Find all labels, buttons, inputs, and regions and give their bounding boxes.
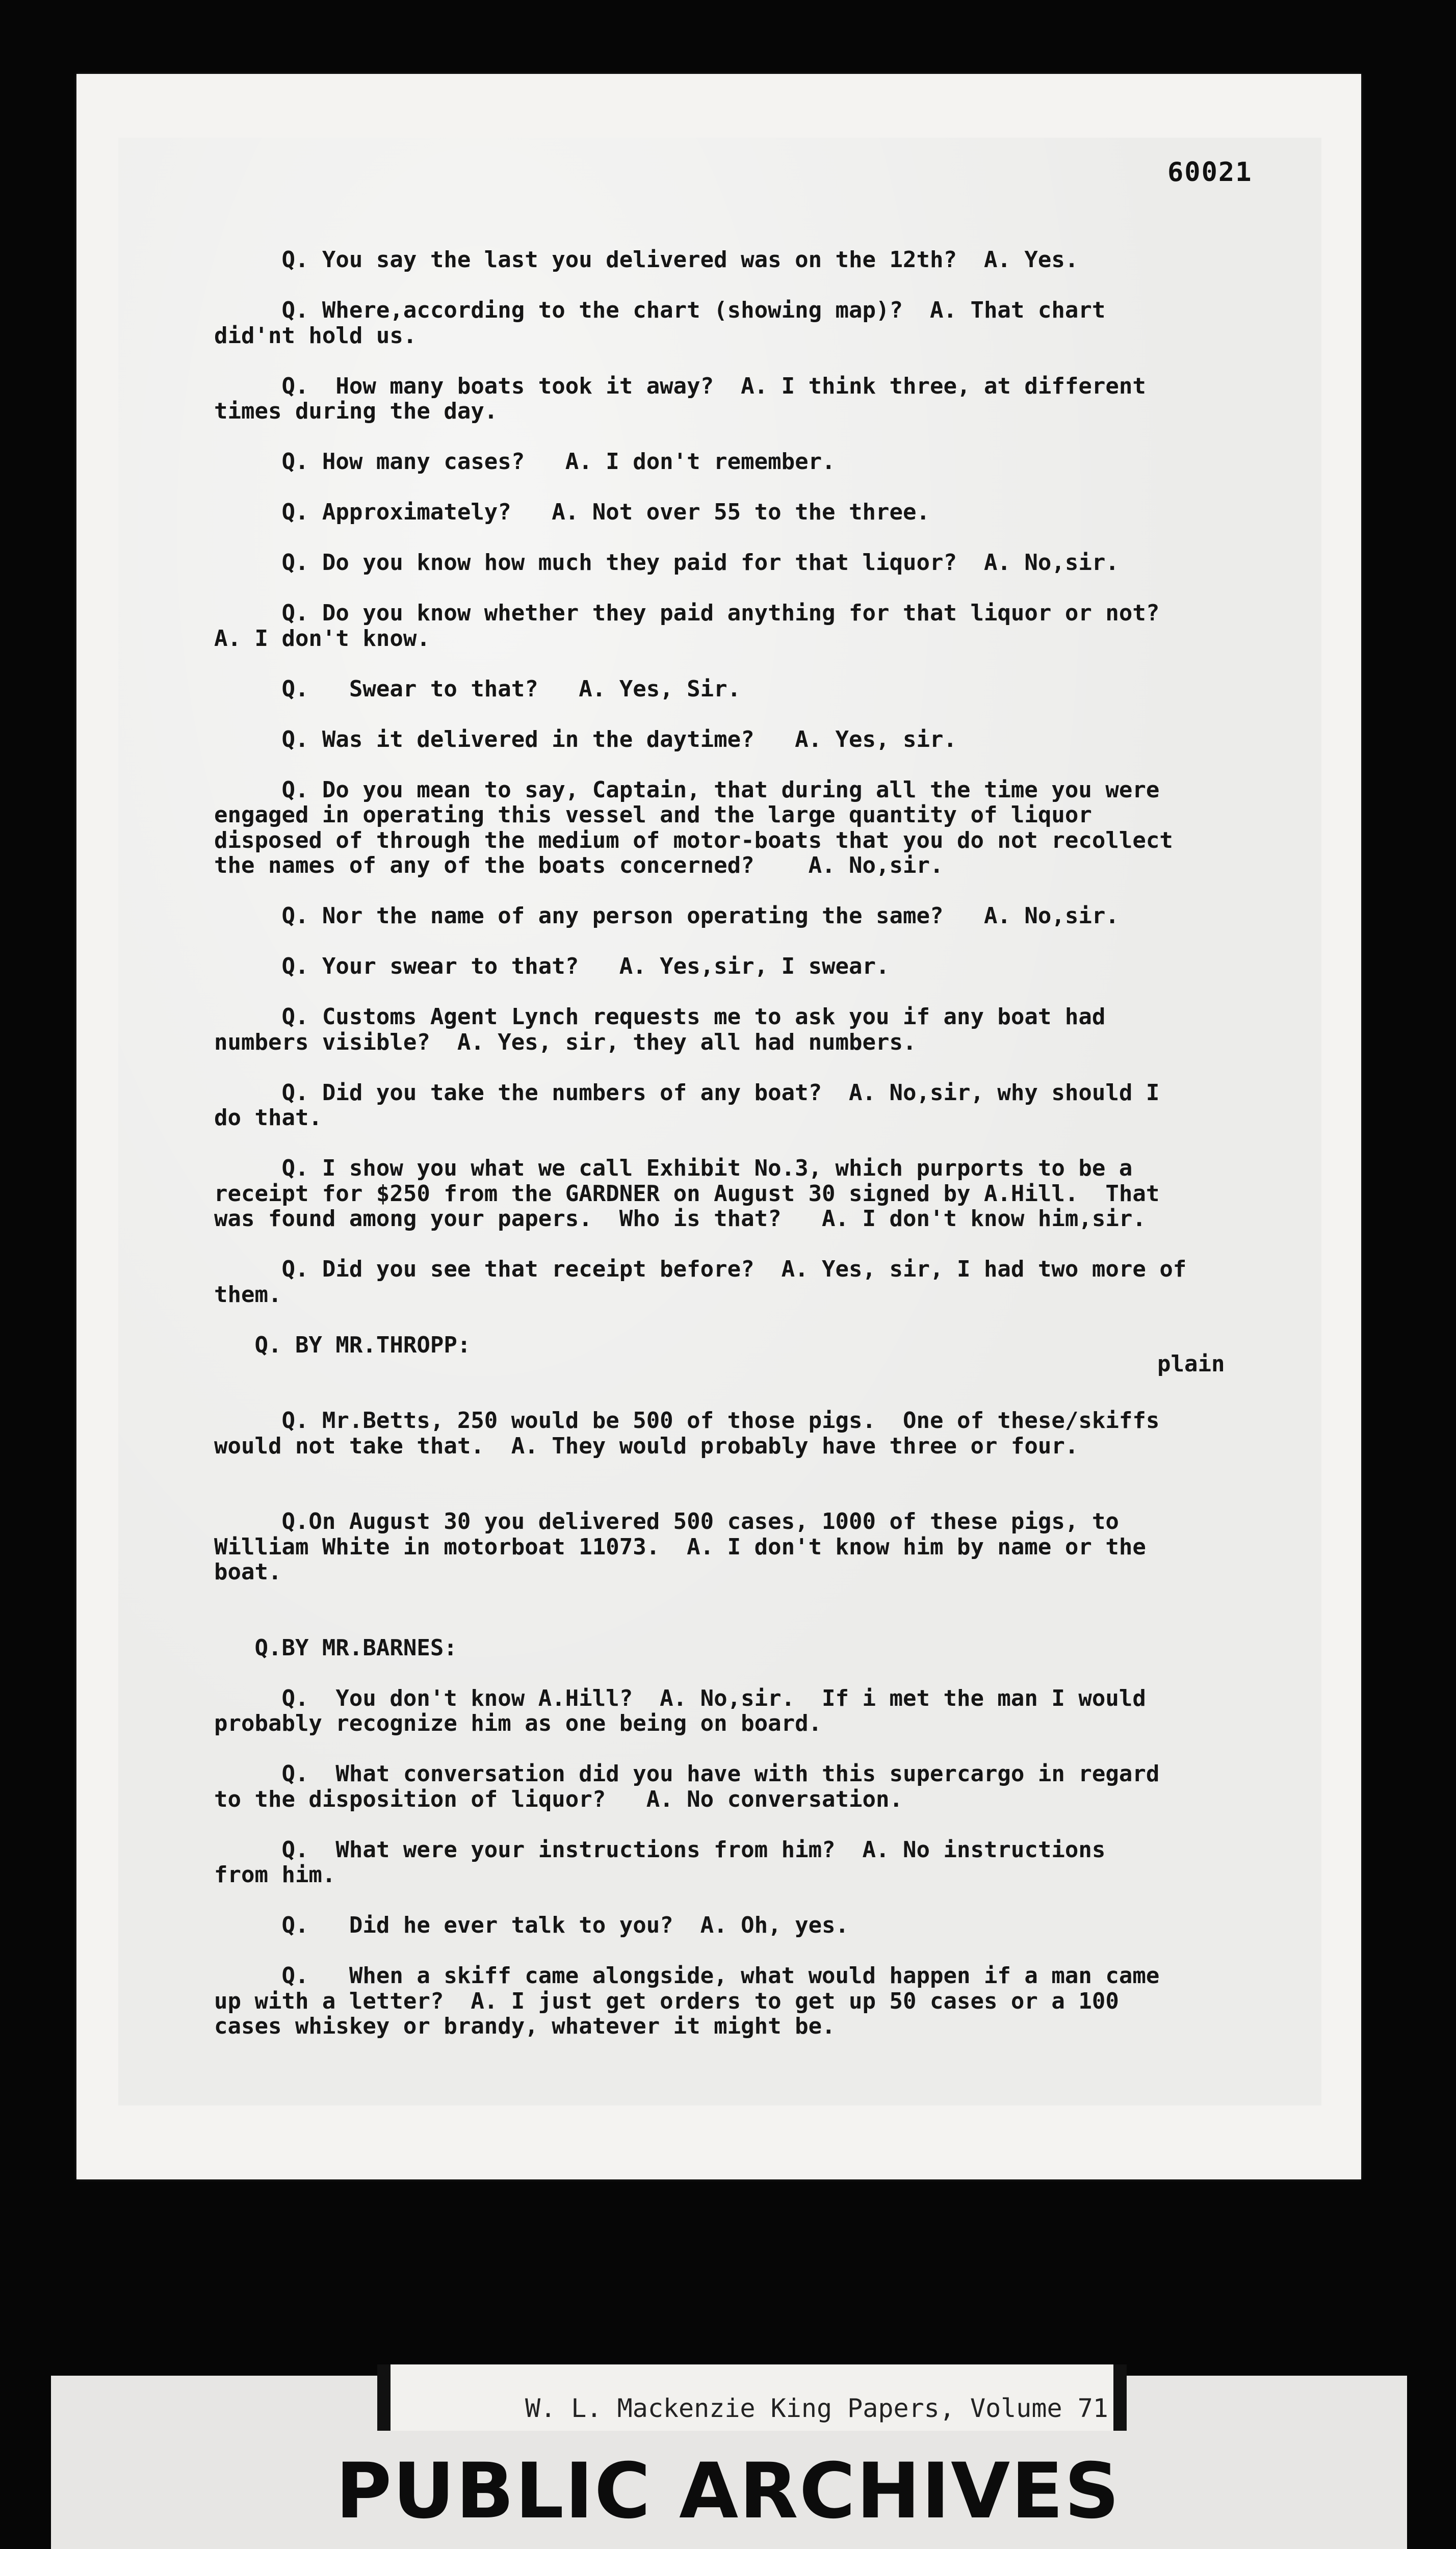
transcript-line: Q. When a skiff came alongside, what would happen if a man came [214, 1963, 1160, 1989]
transcript-line: would not take that. A. They would probably have three or four. [214, 1433, 1079, 1459]
transcript-line: Q. How many cases? A. I don't remember. [214, 449, 836, 475]
transcript-line: Q. How many boats took it away? A. I think three, at different [214, 373, 1146, 399]
transcript-line: Q. Nor the name of any person operating the same? A. No,sir. [214, 903, 1119, 929]
transcript-line: do that. [214, 1105, 322, 1131]
archive-name-english: PUBLIC ARCHIVES [335, 2447, 1121, 2536]
transcript-line: Q. Do you mean to say, Captain, that during all the time you were [214, 776, 1160, 803]
transcript-line: Q. What conversation did you have with this supercargo in regard [214, 1761, 1160, 1787]
transcript-line: A. I don't know. [214, 625, 430, 652]
transcript-line: Q.On August 30 you delivered 500 cases, 1000 of these pigs, to [214, 1508, 1119, 1534]
transcript-line: disposed of through the medium of motor-boats that you do not recollect [214, 827, 1173, 853]
transcript-line: Q. Mr.Betts, 250 would be 500 of those pigs. One of these/skiffs [214, 1408, 1160, 1434]
transcript-line: them. [214, 1281, 282, 1308]
transcript-line: boat. [214, 1559, 282, 1585]
transcript-line: up with a letter? A. I just get orders to get up 50 cases or a 100 [214, 1988, 1119, 2014]
transcript-line: cases whiskey or brandy, whatever it might be. [214, 2013, 836, 2039]
transcript-line: Q. What were your instructions from him? A. No instructions [214, 1836, 1106, 1863]
transcript-line: Q. BY MR.THROPP: [214, 1332, 471, 1358]
transcript-line: Q. Did you see that receipt before? A. Yes, sir, I had two more of [214, 1256, 1187, 1282]
transcript-line: Q. Where,according to the chart (showing map)? A. That chart [214, 297, 1106, 323]
transcript-line: Q. Was it delivered in the daytime? A. Yes, sir. [214, 726, 957, 752]
transcript-line: probably recognize him as one being on board. [214, 1710, 822, 1736]
transcript-line: times during the day. [214, 398, 498, 424]
transcript-line: did'nt hold us. [214, 322, 417, 349]
transcript-line: engaged in operating this vessel and the large quantity of liquor [214, 802, 1092, 828]
transcript-line: Q. I show you what we call Exhibit No.3, which purports to be a [214, 1155, 1133, 1181]
transcript-line: Q. Swear to that? A. Yes, Sir. [214, 675, 741, 702]
transcript-line: Q. Do you know how much they paid for that liquor? A. No,sir. [214, 550, 1119, 576]
transcript-line: Q.BY MR.BARNES: [214, 1634, 457, 1661]
transcript-line: Q. You say the last you delivered was on the 12th? A. Yes. [214, 247, 1079, 273]
transcript-line: Q. Your swear to that? A. Yes,sir, I swear. [214, 953, 890, 979]
transcript-line: from him. [214, 1862, 336, 1888]
collection-caption: W. L. Mackenzie King Papers, Volume 71 [525, 2394, 1108, 2423]
transcript-line: Q. Customs Agent Lynch requests me to ask you if any boat had [214, 1004, 1106, 1030]
transcript-line: numbers visible? A. Yes, sir, they all had numbers. [214, 1029, 917, 1055]
transcript-line: Q. Did he ever talk to you? A. Oh, yes. [214, 1912, 849, 1938]
transcript-line: the names of any of the boats concerned? A. No,sir. [214, 852, 944, 878]
transcript-line: Q. Approximately? A. Not over 55 to the three. [214, 499, 930, 525]
transcript-line: receipt for $250 from the GARDNER on August 30 signed by A.Hill. That [214, 1180, 1160, 1207]
transcript-line: to the disposition of liquor? A. No conversation. [214, 1786, 903, 1812]
transcript-line: Q. Do you know whether they paid anything for that liquor or not? [214, 600, 1160, 626]
transcript-line: was found among your papers. Who is that? A. I don't know him,sir. [214, 1206, 1146, 1232]
page-number: 60021 [1167, 157, 1253, 188]
transcript-line: Q. You don't know A.Hill? A. No,sir. If i met the man I would [214, 1685, 1146, 1711]
transcript-line: Q. Did you take the numbers of any boat? A. No,sir, why should I [214, 1079, 1160, 1106]
transcript-line: William White in motorboat 11073. A. I don't know him by name or the [214, 1533, 1146, 1560]
handwritten-insertion: plain [1157, 1351, 1225, 1377]
